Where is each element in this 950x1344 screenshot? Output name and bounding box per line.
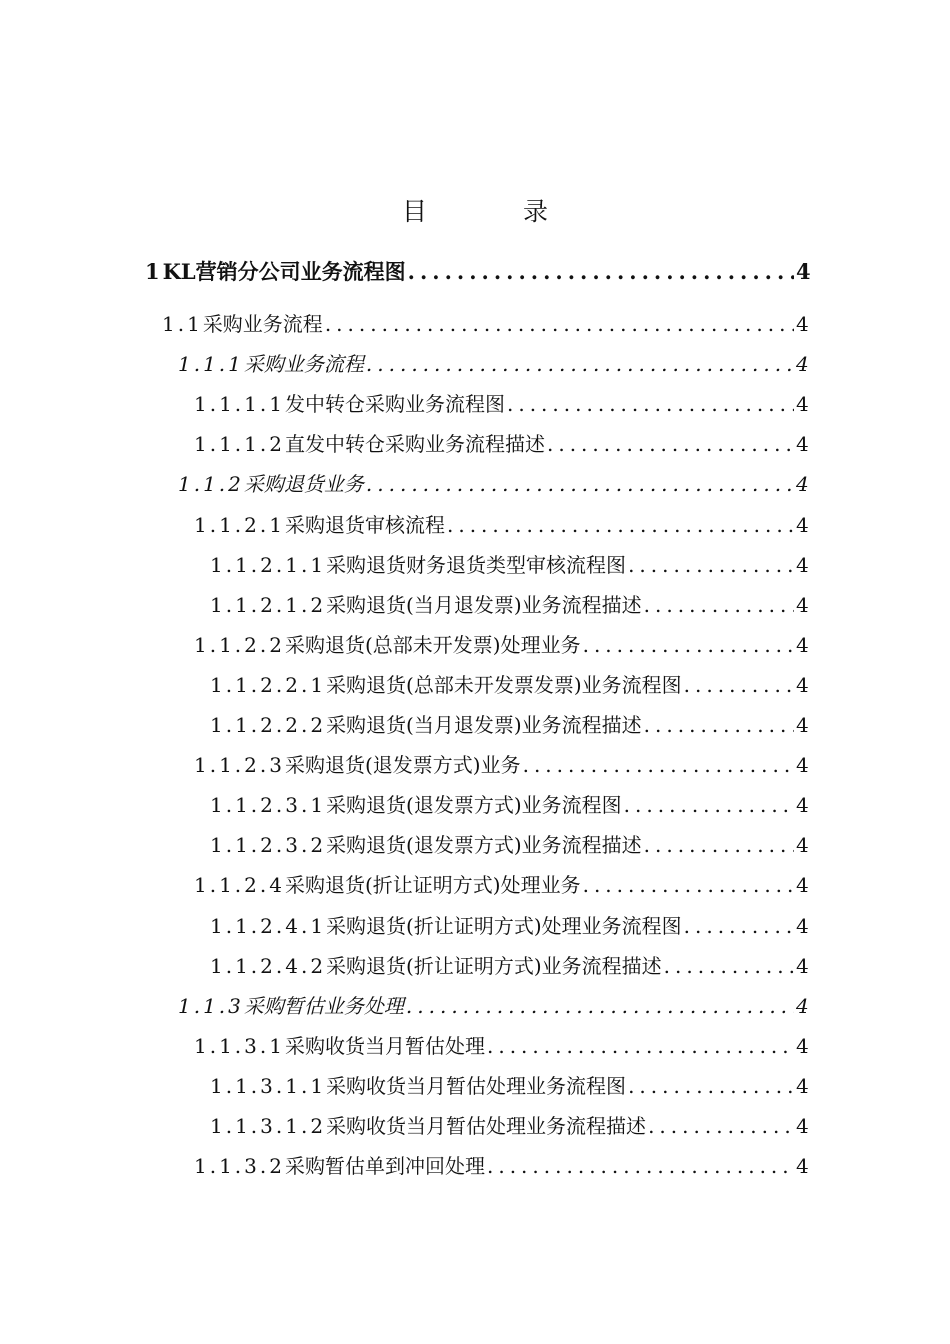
toc-entry[interactable] — [210, 789, 808, 818]
toc-dot-leader — [507, 392, 794, 416]
toc-entry-number: 1.1.2.2.1 — [210, 672, 327, 697]
toc-dot-leader — [684, 914, 794, 938]
toc-entry-title: 采购退货业务 — [243, 472, 364, 497]
toc-dot-leader — [487, 1034, 794, 1058]
toc-entry-title: 采购收货当月暂估处理业务流程图 — [326, 1073, 627, 1098]
toc-entry-page-number: 4 — [796, 632, 809, 657]
toc-dot-leader — [547, 432, 794, 456]
toc-entry-number: 1.1.3 — [178, 993, 244, 1018]
toc-entry-number: 1.1.1 — [178, 352, 244, 377]
toc-entry-page-number: 4 — [796, 833, 809, 858]
toc-entry[interactable] — [210, 589, 808, 618]
toc-entry[interactable] — [210, 709, 808, 738]
toc-entry-page-number: 4 — [796, 552, 809, 577]
toc-dot-leader — [624, 793, 794, 817]
toc-dot-leader — [583, 633, 794, 657]
toc-dot-leader — [523, 753, 794, 777]
toc-dot-leader — [406, 994, 794, 1018]
toc-entry[interactable] — [178, 468, 808, 497]
toc-dot-leader — [644, 593, 794, 617]
toc-entry[interactable] — [210, 950, 808, 979]
toc-entry-title: 采购退货(总部未开发票)处理业务 — [284, 632, 581, 657]
toc-entry-title: 采购退货(退发票方式)业务 — [284, 753, 521, 778]
toc-entry-number: 1.1.2.3.1 — [210, 793, 327, 818]
toc-entry[interactable] — [210, 829, 808, 858]
toc-entry-number: 1.1.3.1.2 — [210, 1114, 327, 1138]
toc-entry-title: 采购暂估业务处理 — [243, 993, 404, 1018]
toc-entry-page-number: 4 — [796, 472, 809, 497]
toc-entry[interactable] — [145, 256, 811, 286]
toc-entry[interactable] — [210, 1110, 808, 1139]
toc-entry[interactable] — [194, 869, 808, 898]
toc-dot-leader — [408, 259, 794, 284]
toc-entry-page-number: 4 — [796, 953, 809, 978]
toc-dot-leader — [684, 673, 794, 697]
toc-entry-page-number: 4 — [796, 1073, 809, 1098]
toc-entry-title: 采购暂估单到冲回处理 — [284, 1154, 485, 1179]
toc-dot-leader — [583, 873, 794, 897]
toc-entry[interactable] — [194, 428, 808, 457]
toc-entry-title: 采购收货当月暂估处理 — [284, 1033, 485, 1058]
toc-entry-number: 1.1.2.4 — [194, 873, 285, 898]
toc-entry-page-number: 4 — [796, 592, 809, 617]
toc-dot-leader — [366, 472, 794, 496]
toc-entry-number: 1.1.3.1 — [194, 1033, 285, 1058]
toc-entry[interactable] — [194, 388, 808, 417]
toc-entry-page-number: 4 — [796, 432, 809, 457]
toc-dot-leader — [325, 312, 794, 336]
toc-dot-leader — [644, 833, 794, 857]
toc-entry[interactable] — [210, 669, 808, 698]
toc-entry-page-number: 4 — [796, 913, 809, 938]
toc-entry-number: 1.1.2.4.1 — [210, 913, 327, 938]
toc-entry-title: 采购退货(折让证明方式)业务流程描述 — [326, 953, 662, 978]
toc-entry[interactable] — [178, 990, 808, 1019]
toc-entry-number: 1.1.1.1 — [194, 392, 285, 417]
toc-entry-title: 采购退货(折让证明方式)处理业务 — [284, 873, 581, 898]
toc-dot-leader — [664, 954, 794, 978]
toc-entry-title: 采购退货财务退货类型审核流程图 — [326, 552, 627, 577]
toc-entry-page-number: 4 — [796, 259, 811, 284]
toc-entry-title: 采购退货(折让证明方式)处理业务流程图 — [326, 913, 682, 938]
toc-entry-number: 1.1.2.2 — [194, 632, 285, 657]
toc-entry-number: 1.1.2.1.1 — [210, 552, 327, 577]
toc-entry-title: 采购退货审核流程 — [284, 512, 445, 537]
toc-entry-number: 1.1.2.3.2 — [210, 833, 327, 858]
toc-entry[interactable] — [178, 348, 808, 377]
toc-entry-title: 采购退货(当月退发票)业务流程描述 — [326, 592, 642, 617]
toc-entry-number: 1.1.1.2 — [194, 432, 285, 457]
toc-entry-title: 直发中转仓采购业务流程描述 — [284, 432, 545, 457]
toc-entry-title: 采购业务流程 — [243, 352, 364, 377]
toc-entry[interactable] — [194, 1030, 808, 1059]
toc-entry-page-number: 4 — [796, 993, 809, 1018]
toc-dot-leader — [644, 713, 794, 737]
toc-entry-title: 采购收货当月暂估处理业务流程描述 — [326, 1114, 647, 1138]
toc-entry[interactable] — [210, 549, 808, 578]
toc-entry-title: 采购退货(退发票方式)业务流程图 — [326, 793, 622, 818]
toc-entry[interactable] — [194, 1150, 808, 1179]
toc-entry[interactable] — [194, 509, 808, 538]
toc-entry-page-number: 4 — [796, 753, 809, 778]
toc-dot-leader — [628, 1074, 794, 1098]
toc-entry-title: 采购业务流程 — [202, 312, 323, 336]
toc-dot-leader — [447, 513, 794, 537]
toc-entry-page-number: 4 — [796, 1033, 809, 1058]
toc-entry-number: 1.1.2.3 — [194, 753, 285, 778]
toc-entry-page-number: 4 — [796, 672, 809, 697]
toc-entry-page-number: 4 — [796, 392, 809, 417]
toc-entry-page-number: 4 — [796, 793, 809, 818]
toc-dot-leader — [648, 1114, 794, 1138]
toc-entry[interactable] — [194, 749, 808, 778]
toc-entry-page-number: 4 — [796, 1114, 809, 1138]
toc-title: 目 录 — [402, 197, 592, 226]
toc-entry-number: 1.1.2 — [178, 472, 244, 497]
toc-entry-number: 1.1.2.1.2 — [210, 592, 327, 617]
toc-entry-page-number: 4 — [796, 713, 809, 737]
toc-entry[interactable] — [210, 1070, 808, 1099]
toc-dot-leader — [487, 1154, 794, 1178]
toc-entry[interactable] — [194, 629, 808, 658]
toc-entry-number: 1.1.2.4.2 — [210, 953, 327, 978]
toc-entry-number: 1.1 — [162, 312, 203, 336]
toc-entry-number: 1.1.3.2 — [194, 1154, 285, 1179]
toc-entry-number: 1.1.2.1 — [194, 512, 285, 537]
toc-dot-leader — [628, 553, 794, 577]
toc-entry[interactable] — [210, 910, 808, 939]
toc-entry-title: 发中转仓采购业务流程图 — [284, 392, 505, 417]
toc-entry-page-number: 4 — [796, 312, 809, 336]
toc-dot-leader — [366, 352, 794, 376]
toc-entry-title: 采购退货(当月退发票)业务流程描述 — [326, 713, 642, 737]
toc-entry-number: 1 — [145, 259, 163, 284]
toc-entry-page-number: 4 — [796, 1154, 809, 1179]
toc-entry-number: 1.1.3.1.1 — [210, 1073, 327, 1098]
toc-entry-number: 1.1.2.2.2 — [210, 713, 327, 737]
toc-entry-page-number: 4 — [796, 352, 809, 377]
toc-entry[interactable] — [162, 308, 808, 337]
toc-entry-title: KL营销分公司业务流程图 — [162, 259, 406, 284]
toc-entry-page-number: 4 — [796, 873, 809, 898]
toc-entry-page-number: 4 — [796, 512, 809, 537]
toc-entry-title: 采购退货(退发票方式)业务流程描述 — [326, 833, 642, 858]
toc-entry-title: 采购退货(总部未开发票发票)业务流程图 — [326, 672, 682, 697]
